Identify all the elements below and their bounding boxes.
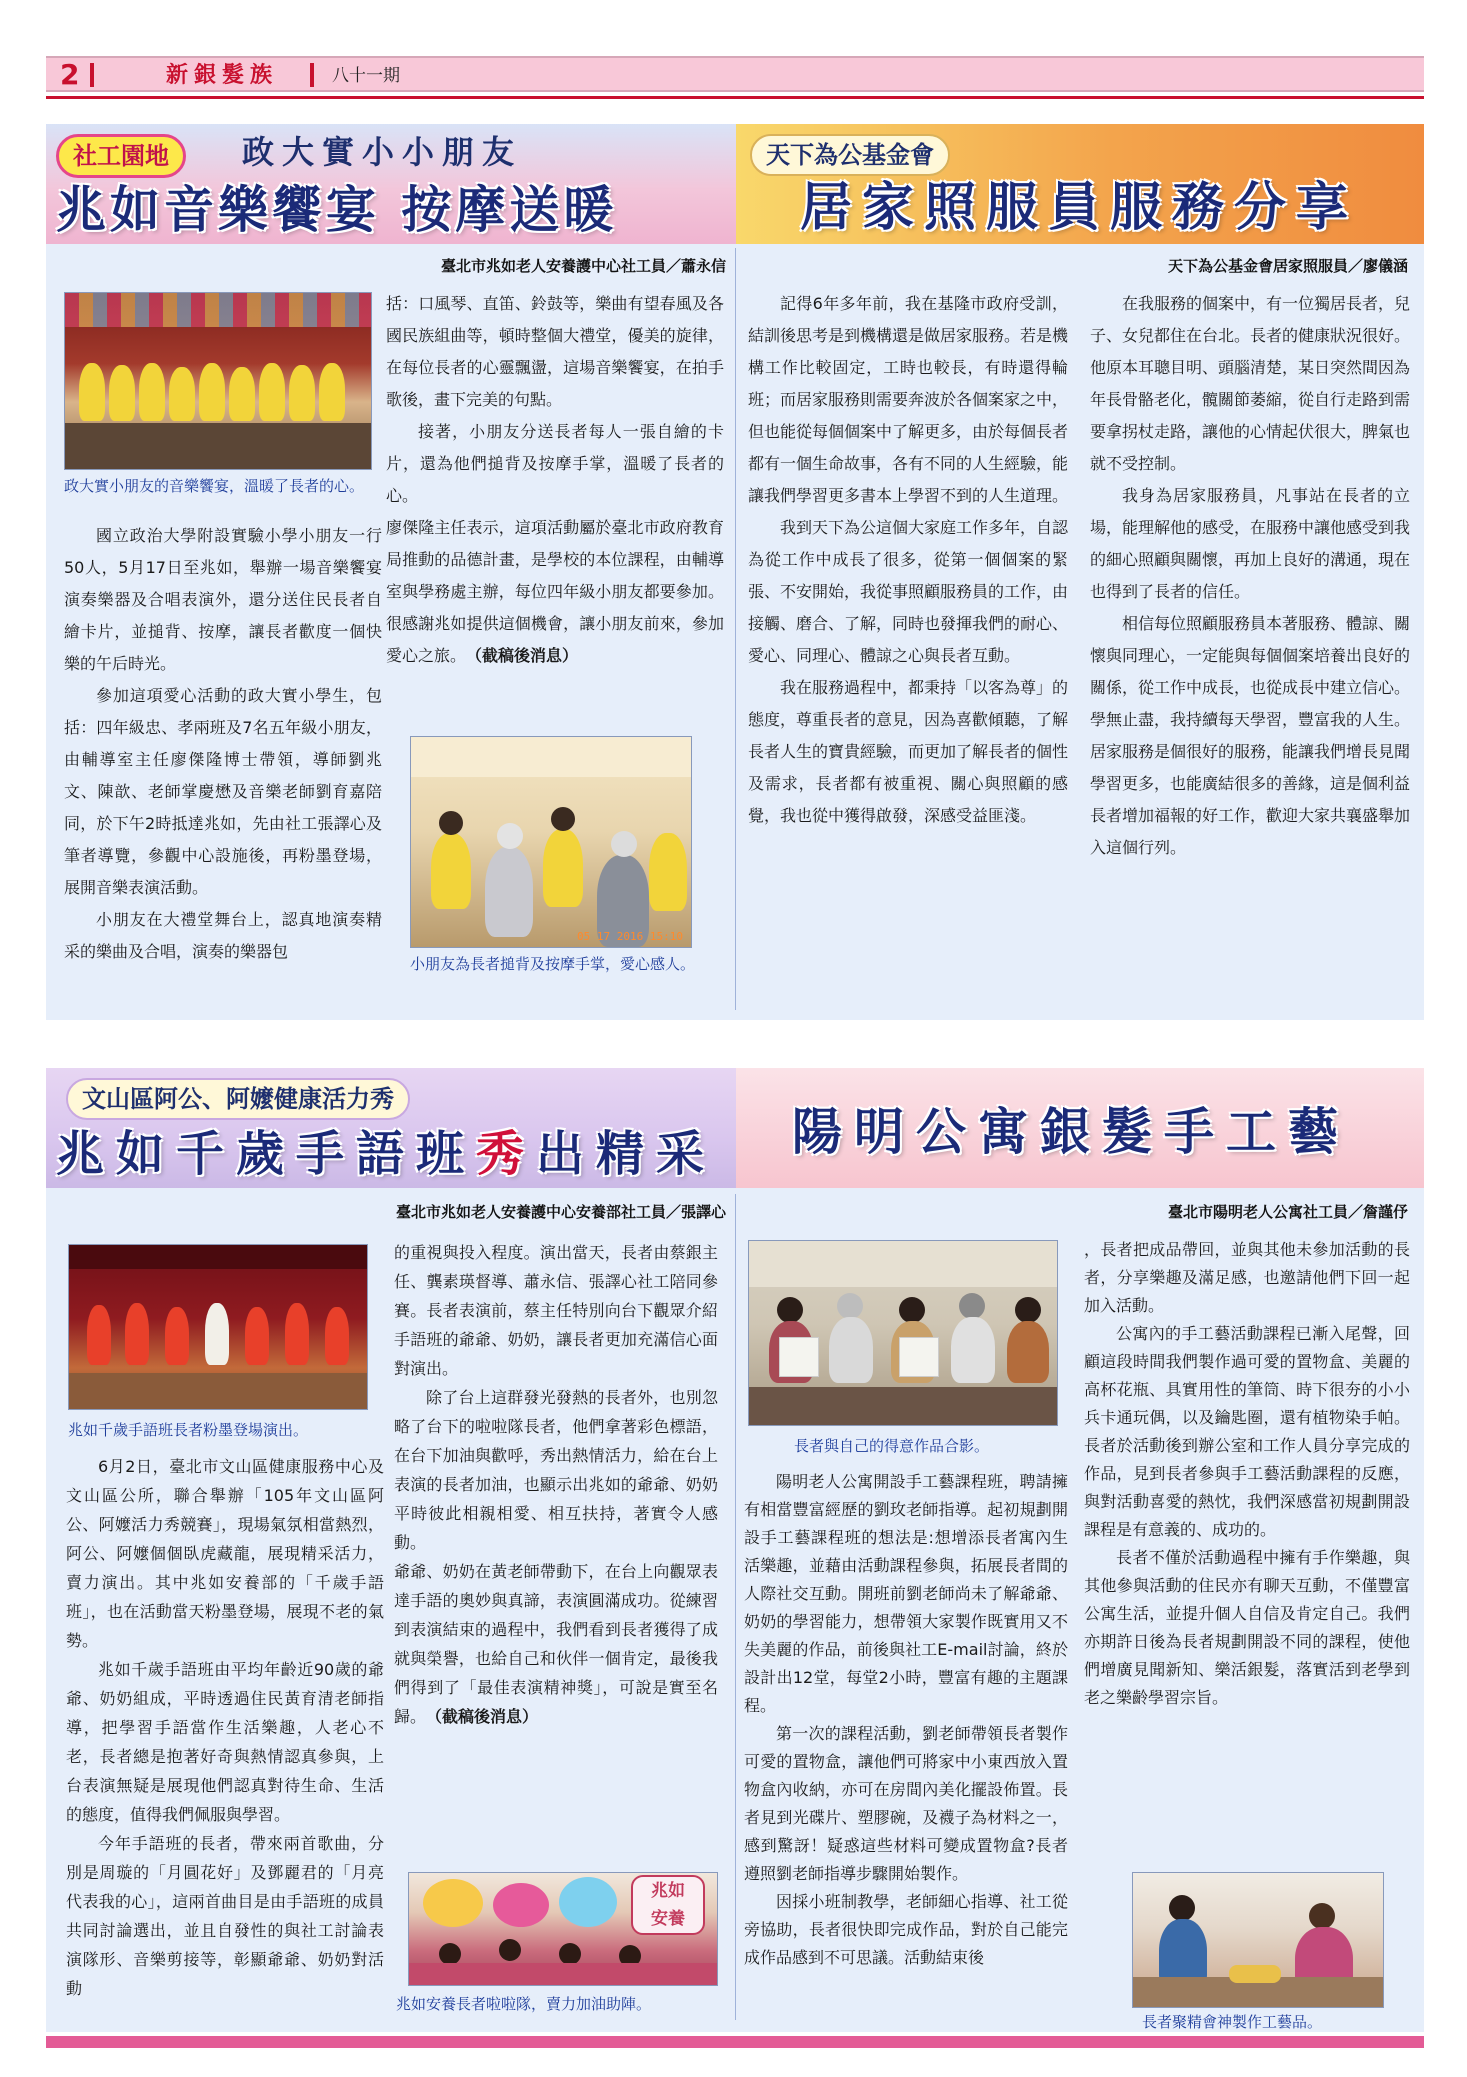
paragraph: 兆如千歲手語班由平均年齡近90歲的爺爺、奶奶組成，平時透過住民黃育清老師指導，把學習手語當作生活樂趣，人老心不老，長者總是抱著好奇與熱情認真參與，上台表演無疑是展現他們認真對待生命、生活的態度，值得我們佩服與學習。	[66, 1660, 384, 1824]
top-section	[46, 124, 1424, 1020]
paragraph: 接著，小朋友分送長者每人一張自繪的卡片，還為他們搥背及按摩手掌，溫暖了長者的心。	[386, 422, 724, 505]
issue-number: 八十一期	[332, 66, 400, 86]
article3-column-1	[66, 1452, 384, 2026]
masthead: 新銀髮族	[166, 62, 279, 88]
source-note: （截稿後消息）	[426, 1707, 539, 1726]
running-header	[46, 56, 1424, 92]
header-separator	[310, 63, 314, 87]
article3-column-2	[394, 1238, 718, 1868]
article4-byline: 臺北市陽明老人公寓社工員／詹謹伃	[1167, 1203, 1408, 1221]
column-divider	[735, 248, 736, 1010]
paragraph: 小朋友在大禮堂舞台上，認真地演奏精采的樂曲及合唱，演奏的樂器包	[64, 910, 382, 961]
article1-byline: 臺北市兆如老人安養護中心社工員／蕭永信	[440, 257, 726, 275]
article2-headline: 居家照服員服務分享	[800, 177, 1359, 238]
paragraph: 公寓內的手工藝活動課程已漸入尾聲，回顧這段時間我們製作過可愛的置物盒、美麗的高杯花瓶、具實用性的筆筒、時下很夯的小小兵卡通玩偶，以及鑰匙圈，還有植物染手帕。長者於活動後到辦公室和工作人員分享完成的作品，見到長者參與手工藝活動課程的反應，與對活動喜愛的熱忱，我們深感當初規劃開設課程是有意義的、成功的。	[1084, 1324, 1410, 1539]
page-number: 2	[60, 58, 80, 91]
paragraph: 陽明老人公寓開設手工藝課程班，聘請擁有相當豐富經歷的劉玫老師指導。起初規劃開設手工藝課程班的想法是:想增添長者寓內生活樂趣，並藉由活動課程參與，拓展長者間的人際社交互動。開班前劉老師尚未了解爺爺、奶奶的學習能力，想帶領大家製作既實用又不失美麗的作品，前後與社工E-mail討論，終於設計出12堂，每堂2小時，豐富有趣的主題課程。	[744, 1472, 1068, 1715]
article3-headline	[56, 1124, 716, 1184]
paragraph: 今年手語班的長者，帶來兩首歌曲，分別是周璇的「月圓花好」及鄧麗君的「月亮代表我的心」，這兩首曲目是由手語班的成員共同討論選出，並且自發性的與社工討論表演隊形、音樂剪接等，彰顯爺爺、奶奶對活動	[66, 1834, 384, 1998]
paragraph: 長者不僅於活動過程中擁有手作樂趣，與其他參與活動的住民亦有聊天互動，不僅豐富公寓生活，並提升個人自信及肯定自己。我們亦期許日後為長者規劃開設不同的課程，使他們增廣見聞新知、樂活銀髮，落實活到老學到老之樂齡學習宗旨。	[1084, 1548, 1410, 1707]
article3-headline-part1: 兆如千歲手語班	[56, 1126, 477, 1182]
footer-band	[46, 2036, 1424, 2048]
paragraph: ，長者把成品帶回，並與其他未參加活動的長者，分享樂趣及滿足感，也邀請他們下回一起加入活動。	[1084, 1240, 1410, 1315]
paragraph: 參加這項愛心活動的政大實小學生，包括：四年級忠、孝兩班及7名五年級小朋友，由輔導室主任廖傑隆博士帶領，導師劉兆文、陳歆、老師掌慶懋及音樂老師劉育嘉陪同，於下午2時抵達兆如，先由社工張譯心及筆者導覽，參觀中心設施後，再粉墨登場，展開音樂表演活動。	[64, 686, 382, 897]
article3-photo-cheerleaders	[408, 1872, 718, 1986]
column-divider	[735, 1194, 736, 2020]
article4-column-1	[744, 1468, 1068, 2026]
header-separator	[90, 63, 94, 87]
article4-header-band	[736, 1068, 1424, 1188]
paragraph: 相信每位照顧服務員本著服務、體諒、關懷與同理心，一定能與每個個案培養出良好的關係，從工作中成長，也從成長中建立信心。學無止盡，我持續每天學習，豐富我的人生。居家服務是個很好的服務，能讓我們增長見聞學習更多，也能廣結很多的善緣，這是個利益長者增加福報的好工作，歡迎大家共襄盛舉加入這個行列。	[1090, 614, 1410, 857]
article2-column-2	[1090, 288, 1410, 1010]
article4-photo-crafting	[1132, 1872, 1384, 2008]
article4-photo-group	[748, 1240, 1058, 1426]
article1-photo1-caption: 政大實小朋友的音樂饗宴，溫暖了長者的心。	[64, 477, 365, 495]
source-note: （截稿後消息）	[466, 646, 579, 665]
article3-photo2-caption: 兆如安養長者啦啦隊，賣力加油助陣。	[396, 1995, 652, 2013]
article3-photo1-caption: 兆如千歲手語班長者粉墨登場演出。	[68, 1421, 309, 1439]
article4-headline: 陽明公寓銀髮手工藝	[792, 1102, 1350, 1161]
article4-photo2-caption: 長者聚精會神製作工藝品。	[1142, 2013, 1323, 2031]
paragraph: 因採小班制教學，老師細心指導、社工從旁協助，長者很快即完成作品，對於自己能完成作品感到不可思議。活動結束後	[744, 1892, 1068, 1967]
article3-photo-sign-language	[68, 1244, 368, 1410]
article3-headline-highlight: 秀	[476, 1126, 537, 1182]
article4-photo1-caption: 長者與自己的得意作品合影。	[794, 1437, 990, 1455]
paragraph: 國立政治大學附設實驗小學小朋友一行50人，5月17日至兆如，舉辦一場音樂饗宴演奏樂器及合唱表演外，還分送住民長者自繪卡片，並搥背、按摩，讓長者歡度一個快樂的午后時光。	[64, 526, 382, 673]
paragraph: 我身為居家服務員，凡事站在長者的立場，能理解他的感受，在服務中讓他感受到我的細心照顧與關懷，再加上良好的溝通，現在也得到了長者的信任。	[1090, 486, 1410, 601]
article1-photo2-caption: 小朋友為長者搥背及按摩手掌，愛心感人。	[410, 955, 696, 973]
article1-photo-massage	[410, 736, 692, 948]
paragraph: 爺爺、奶奶在黃老師帶動下，在台上向觀眾表達手語的奧妙與真諦，表演圓滿成功。從練習到表演結束的過程中，我們看到長者獲得了成就與榮譽，也給自己和伙伴一個肯定，最後我們得到了「最佳表演精神獎」，可說是實至名歸。	[394, 1562, 718, 1726]
article3-headline-part2: 出精采	[536, 1126, 717, 1182]
article1-kicker: 政大實小小朋友	[242, 133, 523, 171]
article1-header-band	[46, 124, 736, 244]
paragraph: 在我服務的個案中，有一位獨居長者，兒子、女兒都住在台北。長者的健康狀況很好。他原本耳聰目明、頭腦清楚，某日突然間因為年長骨骼老化，髖關節萎縮，從自行走路到需要拿拐杖走路，讓他的心情起伏很大，脾氣也就不受控制。	[1090, 294, 1410, 473]
paragraph: 6月2日，臺北市文山區健康服務中心及文山區公所，聯合舉辦「105年文山區阿公、阿嬤活力秀競賽」，現場氣氛相當熱烈，阿公、阿嬤個個臥虎藏龍，展現精采活力，賣力演出。其中兆如安養部的「千歲手語班」，也在活動當天粉墨登場，展現不老的氣勢。	[66, 1457, 384, 1650]
header-rule	[46, 96, 1424, 99]
paragraph: 記得6年多年前，我在基隆市政府受訓，結訓後思考是到機構還是做居家服務。若是機構工作比較固定，工時也較長，有時還得輪班；而居家服務則需要奔波於各個案家之中，但也能從每個個案中了解更多，由於每個長者都有一個生命故事，各有不同的人生經驗，能讓我們學習更多書本上學習不到的人生道理。	[748, 294, 1068, 505]
cheer-sign-text: 兆如	[651, 1881, 685, 1901]
section-tag: 文山區阿公、阿嬤健康活力秀	[66, 1078, 410, 1120]
article1-headline: 兆如音樂饗宴 按摩送暖	[56, 180, 618, 239]
article3-header-band	[46, 1068, 736, 1188]
paragraph: 的重視與投入程度。演出當天，長者由蔡銀主任、龔素瑛督導、蕭永信、張譯心社工陪同參賽。長者表演前，蔡主任特別向台下觀眾介紹手語班的爺爺、奶奶，讓長者更加充滿信心面對演出。	[394, 1243, 718, 1378]
article2-column-1	[748, 288, 1068, 1010]
article2-byline: 天下為公基金會居家照服員／廖儀涵	[1167, 257, 1408, 275]
bottom-section	[46, 1068, 1424, 2032]
paragraph: 我在服務過程中，都秉持「以客為尊」的態度，尊重長者的意見，因為喜歡傾聽，了解長者人生的寶貴經驗，而更加了解長者的個性及需求，長者都有被重視、關心與照顧的感覺，我也從中獲得啟發，深感受益匪淺。	[748, 678, 1068, 825]
paragraph: 第一次的課程活動，劉老師帶領長者製作可愛的置物盒，讓他們可將家中小東西放入置物盒內收納，亦可在房間內美化擺設佈置。長者見到光碟片、塑膠碗，及襪子為材料之一，感到驚訝！疑惑這些材料可變成置物盒?長者遵照劉老師指導步驟開始製作。	[744, 1724, 1068, 1883]
article4-column-2	[1084, 1236, 1410, 1866]
article3-byline: 臺北市兆如老人安養護中心安養部社工員／張譯心	[395, 1203, 726, 1221]
paragraph: 除了台上這群發光發熱的長者外，也別忽略了台下的啦啦隊長者，他們拿著彩色標語，在台下加油與歡呼，秀出熱情活力，給在台上表演的長者加油，也顯示出兆如的爺爺、奶奶平時彼此相親相愛、相互扶持，著實令人感動。	[394, 1388, 718, 1552]
article1-photo-concert	[64, 292, 372, 470]
paragraph: 括：口風琴、直笛、鈴鼓等，樂曲有望春風及各國民族組曲等，頓時整個大禮堂，優美的旋律，在每位長者的心靈飄盪，這場音樂饗宴，在拍手歌後，畫下完美的句點。	[386, 294, 724, 409]
article1-column-2	[386, 288, 724, 728]
cheer-sign-text: 安養	[651, 1909, 685, 1929]
paragraph: 廖傑隆主任表示，這項活動屬於臺北市政府教育局推動的品德計畫，是學校的本位課程，由輔導室與學務處主辦，每位四年級小朋友都要參加。很感謝兆如提供這個機會，讓小朋友前來，參加愛心之旅。	[386, 518, 724, 665]
section-tag: 社工園地	[56, 134, 186, 178]
article2-header-band	[736, 124, 1424, 244]
article1-column-1	[64, 520, 382, 1010]
paragraph: 我到天下為公這個大家庭工作多年，自認為從工作中成長了很多，從第一個個案的緊張、不安開始，我從事照顧服務員的工作，由接觸、磨合、了解，同時也發揮我們的耐心、愛心、同理心、體諒之心與長者互動。	[748, 518, 1068, 665]
photo-timestamp: 05 17 2016 15:10	[577, 930, 683, 943]
section-tag: 天下為公基金會	[750, 134, 950, 176]
